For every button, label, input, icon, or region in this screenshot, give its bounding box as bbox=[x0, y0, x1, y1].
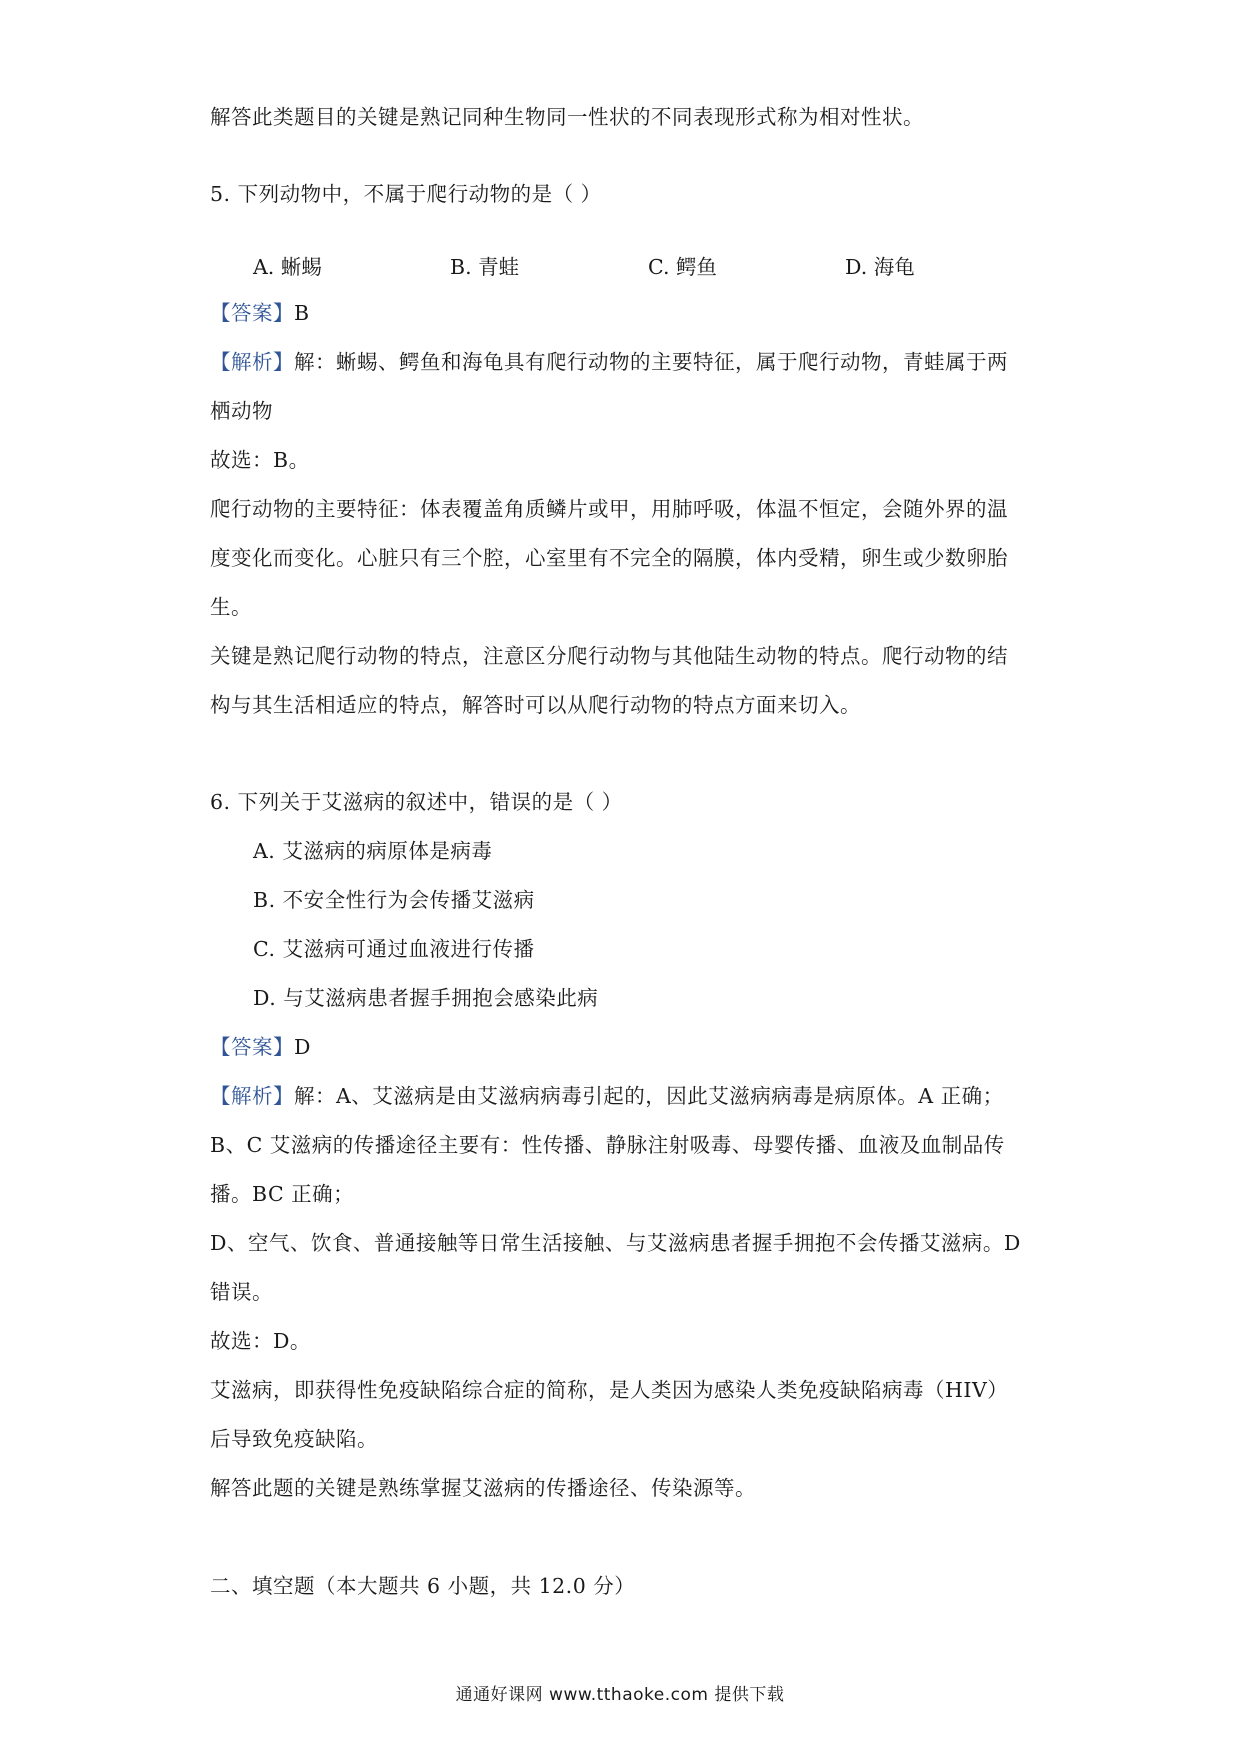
q5-analysis-line-4: 爬行动物的主要特征：体表覆盖角质鳞片或甲，用肺呼吸，体温不恒定，会随外界的温 bbox=[210, 497, 1008, 521]
q6-answer-tag: 【答案】 bbox=[210, 1035, 294, 1059]
q5-analysis-line-3: 故选：B。 bbox=[210, 448, 310, 472]
q6-analysis-line-1 bbox=[210, 1081, 1004, 1111]
q5-analysis-line-2: 栖动物 bbox=[210, 399, 273, 423]
q6-analysis-line-4: D、空气、饮食、普通接触等日常生活接触、与艾滋病患者握手拥抱不会传播艾滋病。D bbox=[210, 1231, 1021, 1255]
q6-analysis-tag: 【解析】 bbox=[210, 1084, 294, 1108]
q5-analysis-text-1: 解：蜥蜴、鳄鱼和海龟具有爬行动物的主要特征，属于爬行动物，青蛙属于两 bbox=[294, 350, 1008, 374]
q6-analysis-line-6: 故选：D。 bbox=[210, 1329, 311, 1353]
q6-analysis-line-5: 错误。 bbox=[210, 1280, 273, 1304]
q6-option-c: C. 艾滋病可通过血液进行传播 bbox=[253, 937, 535, 961]
intro-line: 解答此类题目的关键是熟记同种生物同一性状的不同表现形式称为相对性状。 bbox=[210, 105, 924, 129]
q6-option-a: A. 艾滋病的病原体是病毒 bbox=[253, 839, 493, 863]
q6-option-d: D. 与艾滋病患者握手拥抱会感染此病 bbox=[253, 986, 599, 1010]
q6-stem: 6. 下列关于艾滋病的叙述中，错误的是（ ） bbox=[210, 790, 623, 814]
q5-analysis-line-6: 生。 bbox=[210, 595, 252, 619]
q5-answer-tag: 【答案】 bbox=[210, 301, 294, 325]
q5-answer bbox=[210, 298, 310, 328]
q5-option-c: C. 鳄鱼 bbox=[648, 255, 717, 279]
q5-answer-value: B bbox=[294, 301, 310, 325]
q6-answer bbox=[210, 1032, 311, 1062]
q6-analysis-line-9: 解答此题的关键是熟练掌握艾滋病的传播途径、传染源等。 bbox=[210, 1476, 756, 1500]
q6-option-b: B. 不安全性行为会传播艾滋病 bbox=[253, 888, 535, 912]
q6-answer-value: D bbox=[294, 1035, 311, 1059]
section-2-heading: 二、填空题（本大题共 6 小题，共 12.0 分） bbox=[210, 1574, 636, 1598]
q5-stem: 5. 下列动物中，不属于爬行动物的是（ ） bbox=[210, 182, 602, 206]
q5-analysis-tag: 【解析】 bbox=[210, 350, 294, 374]
q5-option-a: A. 蜥蜴 bbox=[253, 255, 322, 279]
q6-analysis-line-2: B、C 艾滋病的传播途径主要有：性传播、静脉注射吸毒、母婴传播、血液及血制品传 bbox=[210, 1133, 1005, 1157]
q5-analysis-line-7: 关键是熟记爬行动物的特点，注意区分爬行动物与其他陆生动物的特点。爬行动物的结 bbox=[210, 644, 1008, 668]
q6-analysis-line-8: 后导致免疫缺陷。 bbox=[210, 1427, 378, 1451]
q5-option-b: B. 青蛙 bbox=[450, 255, 520, 279]
q6-analysis-line-3: 播。BC 正确； bbox=[210, 1182, 355, 1206]
q5-analysis-line-8: 构与其生活相适应的特点，解答时可以从爬行动物的特点方面来切入。 bbox=[210, 693, 861, 717]
q5-analysis-line-1 bbox=[210, 347, 1008, 377]
q5-option-d: D. 海龟 bbox=[845, 255, 915, 279]
page-footer: 通通好课网 www.tthaoke.com 提供下载 bbox=[455, 1685, 785, 1705]
q6-analysis-text-1: 解：A、艾滋病是由艾滋病病毒引起的，因此艾滋病病毒是病原体。A 正确； bbox=[294, 1084, 1004, 1108]
q5-analysis-line-5: 度变化而变化。心脏只有三个腔，心室里有不完全的隔膜，体内受精，卵生或少数卵胎 bbox=[210, 546, 1008, 570]
q6-analysis-line-7: 艾滋病，即获得性免疫缺陷综合症的简称，是人类因为感染人类免疫缺陷病毒（HIV） bbox=[210, 1378, 1009, 1402]
